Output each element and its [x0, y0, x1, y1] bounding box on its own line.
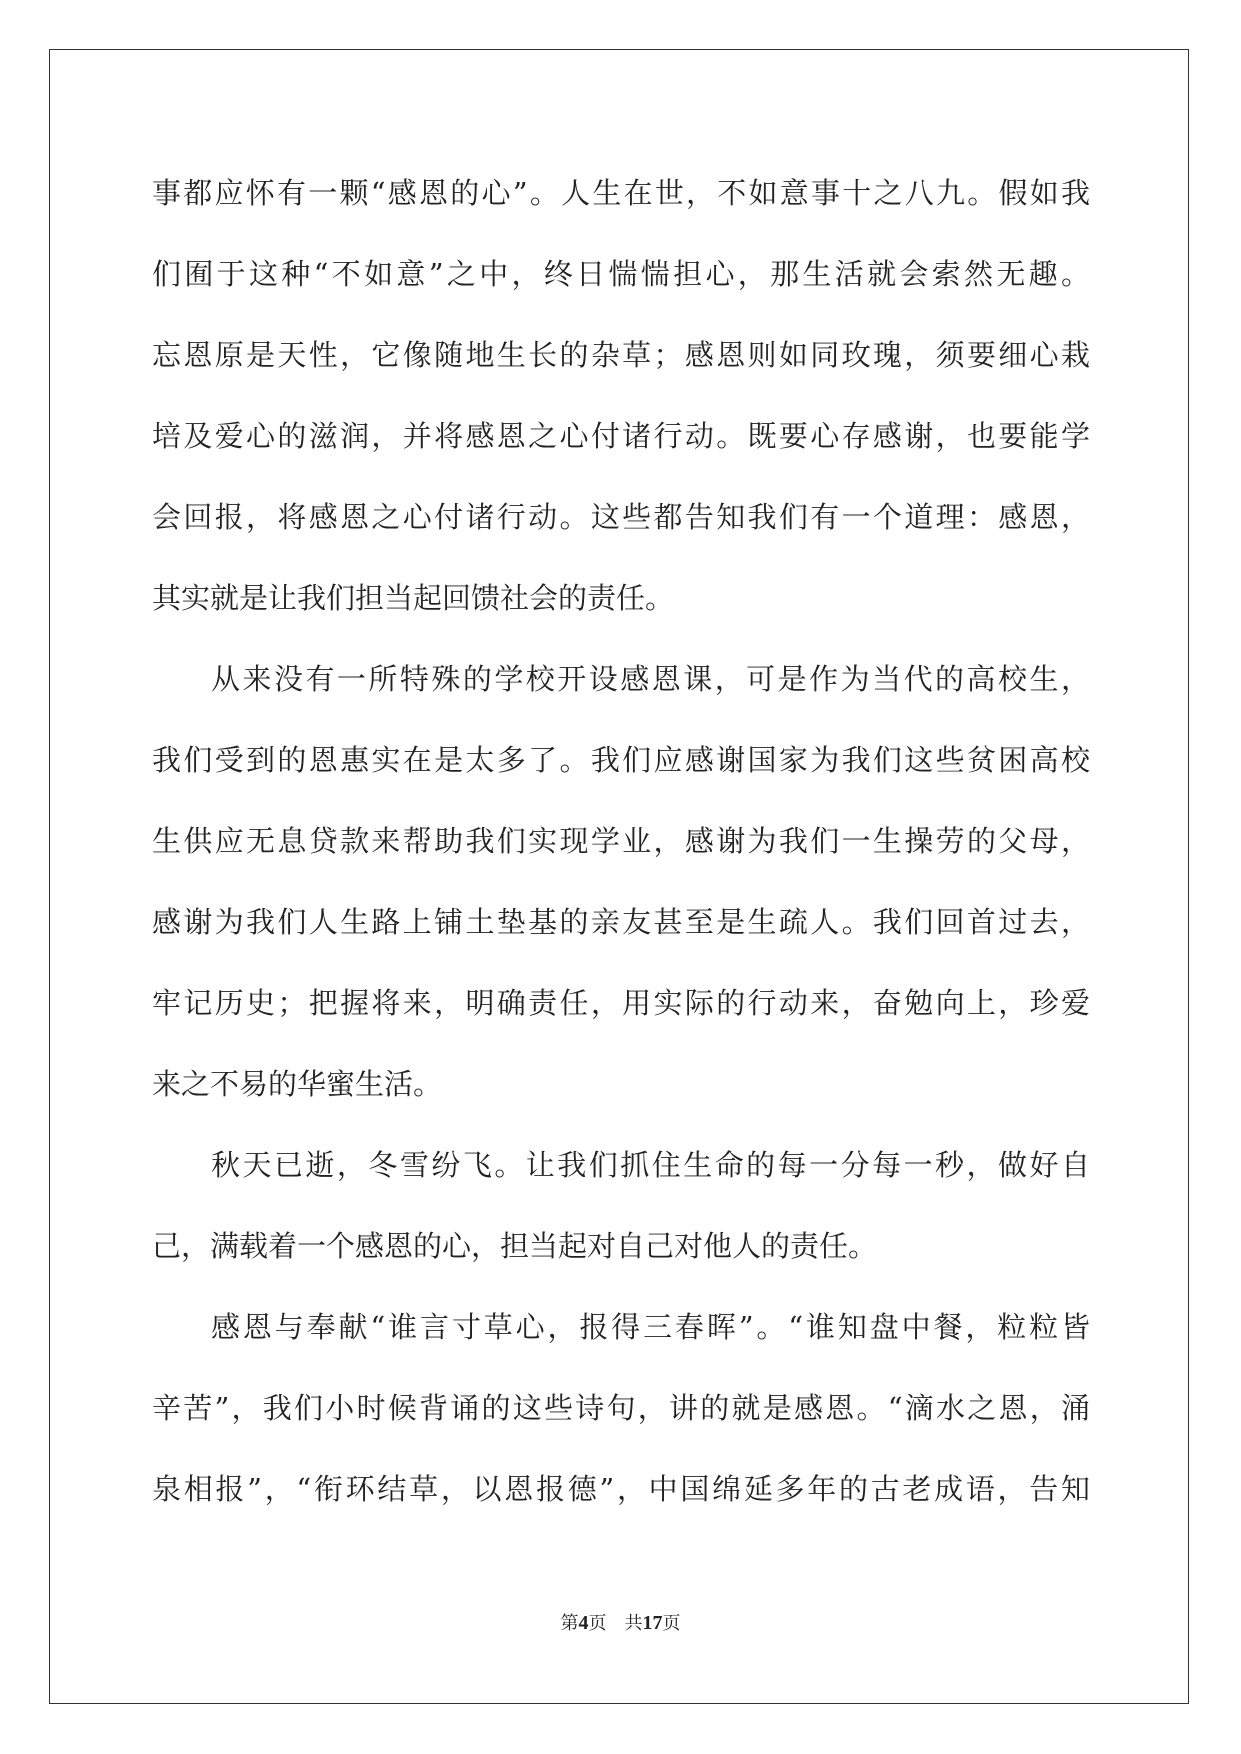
text-line-9: 生供应无息贷款来帮助我们实现学业，感谢为我们一生操劳的父母， — [152, 824, 1090, 858]
page-footer — [0, 1609, 1241, 1635]
text-line-17: 泉相报”，“衔环结草，以恩报德”，中国绵延多年的古老成语，告知 — [152, 1472, 1090, 1506]
page-suffix: 页 — [588, 1613, 607, 1634]
page-prefix: 第 — [560, 1613, 579, 1634]
text-line-5: 会回报，将感恩之心付诸行动。这些都告知我们有一个道理：感恩， — [152, 500, 1090, 534]
text-line-3: 忘恩原是天性，它像随地生长的杂草；感恩则如同玫瑰，须要细心栽 — [152, 338, 1090, 372]
text-line-12: 来之不易的华蜜生活。 — [152, 1067, 443, 1101]
text-line-8: 我们受到的恩惠实在是太多了。我们应感谢国家为我们这些贫困高校 — [152, 743, 1090, 777]
document-body — [152, 163, 1090, 1540]
text-line-7: 从来没有一所特殊的学校开设感恩课，可是作为当代的高校生， — [211, 662, 1090, 696]
text-line-4: 培及爱心的滋润，并将感恩之心付诸行动。既要心存感谢，也要能学 — [152, 419, 1090, 453]
text-line-11: 牢记历史；把握将来，明确责任，用实际的行动来，奋勉向上，珍爱 — [152, 986, 1090, 1020]
text-line-10: 感谢为我们人生路上铺土垫基的亲友甚至是生疏人。我们回首过去， — [152, 905, 1090, 939]
total-suffix: 页 — [662, 1613, 681, 1634]
text-line-13: 秋天已逝，冬雪纷飞。让我们抓住生命的每一分每一秒，做好自 — [211, 1148, 1090, 1182]
page-number: 4 — [578, 1612, 589, 1634]
text-line-2: 们囿于这种“不如意”之中，终日惴惴担心，那生活就会索然无趣。 — [152, 257, 1090, 291]
text-line-15: 感恩与奉献“谁言寸草心，报得三春晖”。“谁知盘中餐，粒粒皆 — [211, 1310, 1090, 1344]
text-line-16: 辛苦”，我们小时候背诵的这些诗句，讲的就是感恩。“滴水之恩，涌 — [152, 1391, 1090, 1425]
total-pages: 17 — [642, 1612, 663, 1634]
text-line-6: 其实就是让我们担当起回馈社会的责任。 — [152, 581, 675, 615]
total-prefix: 共 — [624, 1613, 643, 1634]
text-line-14: 己，满载着一个感恩的心，担当起对自己对他人的责任。 — [152, 1229, 878, 1263]
text-line-1: 事都应怀有一颗“感恩的心”。人生在世，不如意事十之八九。假如我 — [152, 176, 1090, 210]
